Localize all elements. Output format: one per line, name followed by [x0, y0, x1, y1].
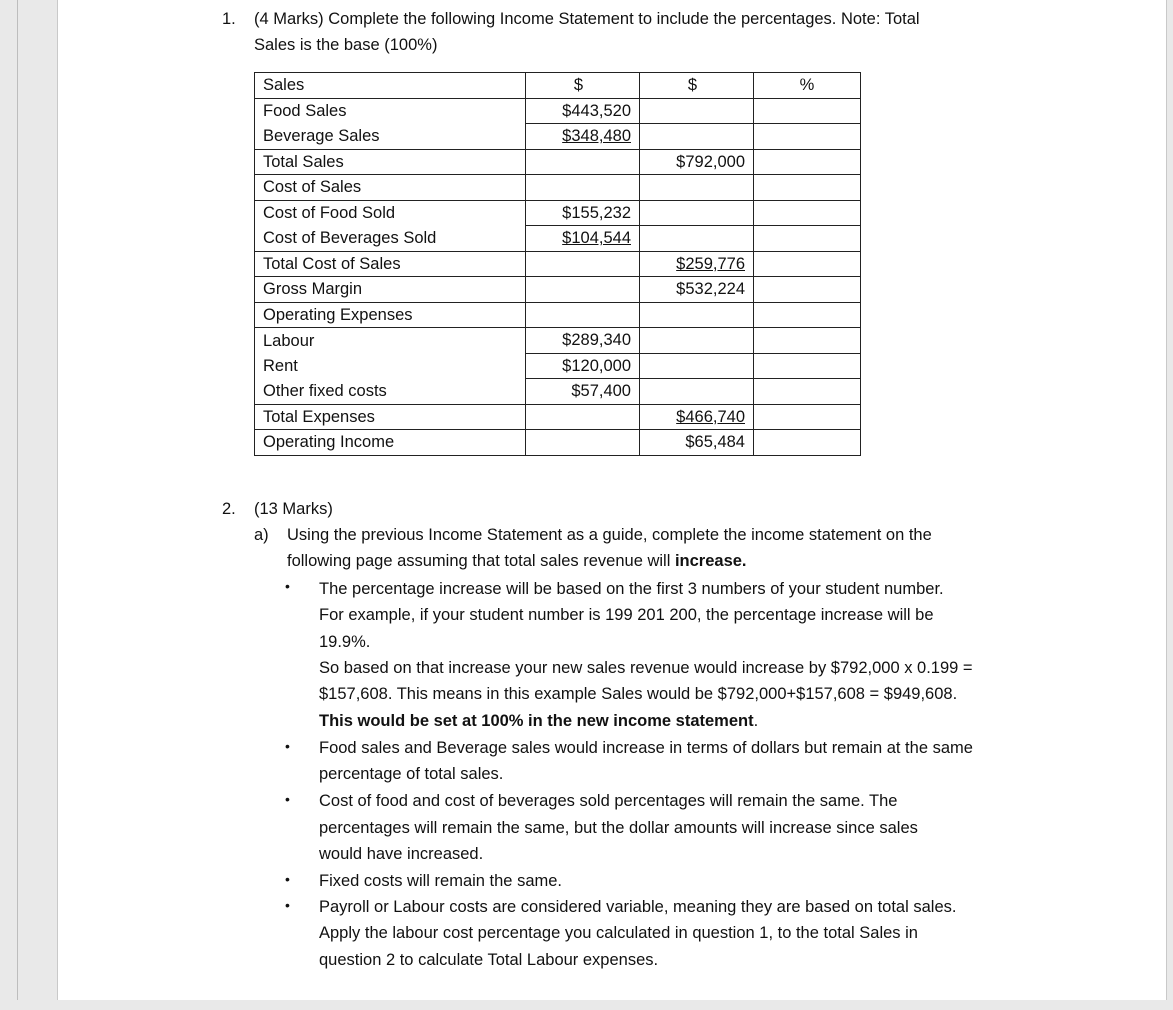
bullet1-line2: For example, if your student number is 199 201 200, the percentage increase will be [319, 606, 934, 624]
bullet-dot: • [285, 871, 290, 887]
table-row [255, 226, 861, 252]
bullet-dot: • [285, 578, 290, 594]
header-sales: Sales [255, 73, 526, 99]
row-c3 [754, 430, 861, 456]
row-label: Other fixed costs [255, 379, 526, 405]
q2a-marker: a) [254, 526, 269, 544]
row-c2 [640, 328, 754, 354]
row-c2 [640, 302, 754, 328]
row-c3 [754, 328, 861, 354]
table-row [255, 379, 861, 405]
row-c2 [640, 124, 754, 150]
row-label: Gross Margin [255, 277, 526, 303]
row-c3 [754, 302, 861, 328]
bullet1-line6-bold: This would be set at 100% in the new income statement [319, 712, 754, 730]
row-c2 [640, 379, 754, 405]
q2-title: (13 Marks) [254, 500, 333, 518]
row-c1: $57,400 [526, 379, 640, 405]
bullet-dot: • [285, 738, 290, 754]
table-row [255, 277, 861, 303]
income-statement-table [254, 72, 861, 456]
bullet5-line2: Apply the labour cost percentage you calculated in question 1, to the total Sales in [319, 924, 918, 942]
row-label: Food Sales [255, 98, 526, 124]
header-percent: % [754, 73, 861, 99]
row-c2: $65,484 [640, 430, 754, 456]
row-c2 [640, 226, 754, 252]
table-row [255, 302, 861, 328]
bullet4-line1: Fixed costs will remain the same. [319, 872, 562, 890]
row-c2: $532,224 [640, 277, 754, 303]
q2-number: 2. [222, 500, 236, 518]
table-row [255, 98, 861, 124]
row-c3 [754, 149, 861, 175]
bullet2-line2: percentage of total sales. [319, 765, 504, 783]
row-label: Beverage Sales [255, 124, 526, 150]
row-c1 [526, 251, 640, 277]
row-c3 [754, 379, 861, 405]
table-row [255, 251, 861, 277]
row-c3 [754, 200, 861, 226]
row-label: Cost of Food Sold [255, 200, 526, 226]
row-c1 [526, 175, 640, 201]
table-row [255, 200, 861, 226]
row-c1: $155,232 [526, 200, 640, 226]
row-label: Operating Income [255, 430, 526, 456]
table-row [255, 430, 861, 456]
row-c2 [640, 98, 754, 124]
row-c2 [640, 200, 754, 226]
bullet5-line1: Payroll or Labour costs are considered variable, meaning they are based on total sales. [319, 898, 957, 916]
row-c3 [754, 226, 861, 252]
table-row [255, 328, 861, 354]
table-row [255, 149, 861, 175]
row-label: Total Expenses [255, 404, 526, 430]
row-c1: $120,000 [526, 353, 640, 379]
bullet1-line1: The percentage increase will be based on the first 3 numbers of your student number. [319, 580, 944, 598]
row-c1: $443,520 [526, 98, 640, 124]
table-header-row [255, 73, 861, 99]
bullet3-line1: Cost of food and cost of beverages sold percentages will remain the same. The [319, 792, 898, 810]
bullet5-line3: question 2 to calculate Total Labour expenses. [319, 951, 659, 969]
row-c1 [526, 404, 640, 430]
bullet1-line6-end: . [753, 712, 759, 730]
row-c3 [754, 277, 861, 303]
row-c2 [640, 353, 754, 379]
table-row [255, 353, 861, 379]
header-dollar-2: $ [640, 73, 754, 99]
row-label: Cost of Beverages Sold [255, 226, 526, 252]
row-c1 [526, 302, 640, 328]
q2a-line2-text: following page assuming that total sales revenue will [287, 552, 675, 570]
row-c1 [526, 277, 640, 303]
row-label: Labour [255, 328, 526, 354]
q2a-line2 [287, 548, 747, 574]
row-c3 [754, 98, 861, 124]
row-c1: $289,340 [526, 328, 640, 354]
row-c1 [526, 149, 640, 175]
header-dollar-1: $ [526, 73, 640, 99]
row-c2: $792,000 [640, 149, 754, 175]
q2a-line2-bold: increase. [674, 552, 747, 570]
row-label: Total Cost of Sales [255, 251, 526, 277]
left-gutter [17, 0, 58, 1000]
row-c3 [754, 353, 861, 379]
bullet-dot: • [285, 897, 290, 913]
q1-line1: (4 Marks) Complete the following Income Statement to include the percentages. Note: Total [254, 10, 920, 28]
table-row [255, 404, 861, 430]
row-c3 [754, 175, 861, 201]
bullet-dot: • [285, 791, 290, 807]
q1-line2: Sales is the base (100%) [254, 36, 438, 54]
row-c1: $104,544 [562, 229, 631, 248]
bullet3-line3: would have increased. [319, 845, 484, 863]
row-c1 [526, 430, 640, 456]
bullet3-line2: percentages will remain the same, but the dollar amounts will increase since sales [319, 819, 918, 837]
row-c2 [640, 175, 754, 201]
bullet1-line5: $157,608. This means in this example Sales would be $792,000+$157,608 = $949,608. [319, 685, 958, 703]
row-c2: $259,776 [676, 254, 745, 273]
row-label: Rent [255, 353, 526, 379]
row-c3 [754, 251, 861, 277]
row-c2: $466,740 [676, 407, 745, 426]
table-row [255, 124, 861, 150]
row-label: Total Sales [255, 149, 526, 175]
bullet1-line4: So based on that increase your new sales revenue would increase by $792,000 x 0.199 = [319, 659, 973, 677]
bullet1-line6 [319, 708, 758, 734]
bullet2-line1: Food sales and Beverage sales would increase in terms of dollars but remain at the same [319, 739, 973, 757]
table-row [255, 175, 861, 201]
row-c3 [754, 124, 861, 150]
row-c3 [754, 404, 861, 430]
q1-number: 1. [222, 10, 236, 28]
q2a-line1: Using the previous Income Statement as a guide, complete the income statement on the [287, 526, 932, 544]
row-label: Cost of Sales [255, 175, 526, 201]
row-label: Operating Expenses [255, 302, 526, 328]
row-c1: $348,480 [562, 127, 631, 146]
bullet1-line3: 19.9%. [319, 633, 371, 651]
